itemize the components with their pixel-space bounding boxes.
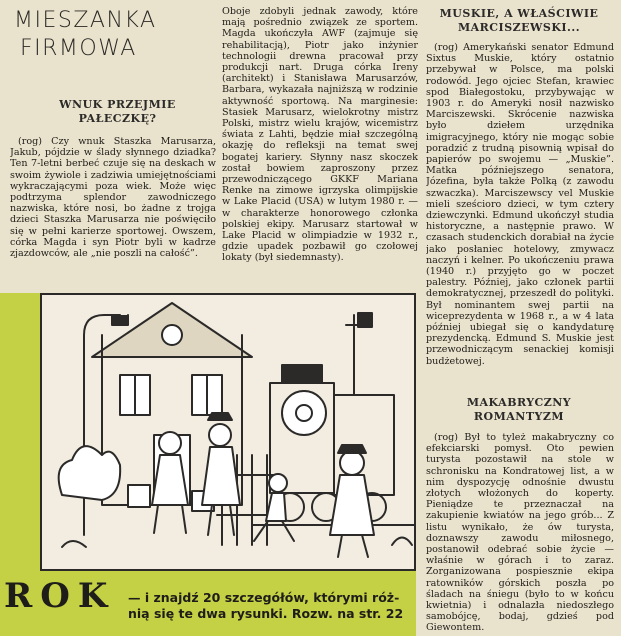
puzzle-caption-line1: — i znajdź 20 szczegółów, którymi róż- [128,590,400,605]
article1-right-column [222,6,418,288]
article2-headline [422,7,616,35]
child-head [269,474,287,492]
banner-word: ROK [4,576,116,616]
masthead-line2: FIRMOWA [20,36,137,61]
article2-headline-line2: MARCISZEWSKI... [457,21,581,34]
article2-headline-line1: MUSKIE, A WŁAŚCIWIE [439,7,599,20]
puzzle-caption-line2: nią się te dwa rysunki. Rozw. na str. 22 [128,606,404,621]
article1-right-text: Oboje zdobyli jednak zawody, które mają pośrednio związek ze sportem. Magda ukończyła AWF (zajmuje się rehabilitacją), Piotr jako inżynier technologii drewna pracował przy produkcji nart. Druga córka Ireny (architekt) i Stanisława Marusarzów, Barbara, wykazała najniższą w rodzinie aktywność sportową. Na marginesie: Stasiek Marusarz, wielokrotny mistrz Polski, mistrz wielu krajów, wicemistrz świata z Lahti, będzie miał szczególną okazję do refleksji na temat swej bogatej kariery. Słynny nasz skoczek został bowiem zaproszony przez przewodniczącego GKKF Mariana Renke na zimowe igrzyska olimpijskie w Lake Placid (USA) w lutym 1980 r. — w charakterze honorowego członka polskiej ekipy. Marusarz startował w Lake Placid w olimpiadzie w 1932 r., gdzie upadek pozbawił go czołowej lokaty (był siedemnasty). [222,6,418,264]
loco-front [282,391,326,435]
bush [59,446,121,500]
dog-outline [392,538,412,546]
article3-text: (rog) Był to tyleż makabryczny co efekciarski pomysł. Oto pewien turysta pozostawił na stole w schronisku na Kondratowej list, a w nim dyspozycję odnośnie dwustu złotych włożonych do koperty. Pieniądze te przeznaczał na zakupienie kwiatów na jego grób... Z listu wynikało, że ów turysta, doznawszy zawodu miłosnego, postanowił odebrać sobie życie — właśnie w górach i to zaraz. Zorganizowana pospiesznie ekipa ratowników górskich poszła po śladach na śniegu (było to w końcu kwietnia) i odnalazła niedoszłego samobójcę, bodaj, gdzieś pod Giewontem. [426,432,614,632]
green-strip [0,293,40,571]
article1-headline [20,98,215,126]
article2-column [426,42,614,388]
cat-outline [62,541,86,547]
old-man-head [340,451,364,475]
article3-column [426,432,614,632]
masthead-line1: MIESZANKA [14,8,157,33]
article1-headline-line2: PAŁECZKĘ? [78,112,157,125]
loco-chimney [282,365,322,383]
article1-headline-line1: WNUK PRZEJMIE [59,98,176,111]
article1-left-text: (rog) Czy wnuk Staszka Marusarza, Jakub, pójdzie w ślady słynnego dziadka? Ten 7-letni berbeć czuje się na deskach w swoim żywiole i zadziwia umiejętnościami wykraczającymi poza wiek. Może więc podtrzyma splendor zawodniczego nazwiska, które nosi, bo żadne z trojga dzieci Staszka Marusarza nie poświęciło się w pełni karierze sportowej. Owszem, córka Magda i syn Piotr byli w kadrze zjazdowców, ale „nie poszli na całość”. [10,136,216,260]
article3-headline-line1: MAKABRYCZNY [466,396,572,409]
article1-left-column [10,136,216,288]
man-head [209,424,231,446]
woman-head [159,432,181,454]
puzzle-caption [128,590,418,622]
article3-headline [422,396,616,424]
railway-station-drawing [42,295,414,569]
cartoon-illustration [40,293,416,571]
article2-text: (rog) Amerykański senator Edmund Sixtus Muskie, który ostatnio przebywał w Polsce, ma polski rodowód. Jego ojciec Stefan, krawiec spod Białegostoku, przybywając w 1903 r. do Ameryki nosił nazwisko Marciszewski. Skrócenie nazwiska było dziełem urzędnika imigracyjnego, który nie mogąc sobie poradzić z trudną pisownią wpisał do papierów po swojemu — „Muskie”. Matka późniejszego senatora, Józefina, była także Polką (z zawodu szwaczka). Marciszewscy vel Muskie mieli sześcioro dzieci, w tym cztery dziewczynki. Edmund ukończył studia historyczne, a następnie prawo. W czasach studenckich dorabiał na życie jako posłaniec hotelowy, zmywacz naczyń i kelner. Po ukończeniu prawa (1940 r.) przyjęto go w poczet palestry. Później, jako członek partii demokratycznej, przeszedł do polityki. Był nominantem swej partii na wiceprezydenta w 1968 r., a w 4 lata później ubiegał się o kandydaturę prezydencką. Edmund S. Muskie jest przewodniczącym senackiej komisji budżetowej. [426,42,614,367]
bag-left [128,485,150,507]
article3-headline-line2: ROMANTYZM [473,410,565,423]
